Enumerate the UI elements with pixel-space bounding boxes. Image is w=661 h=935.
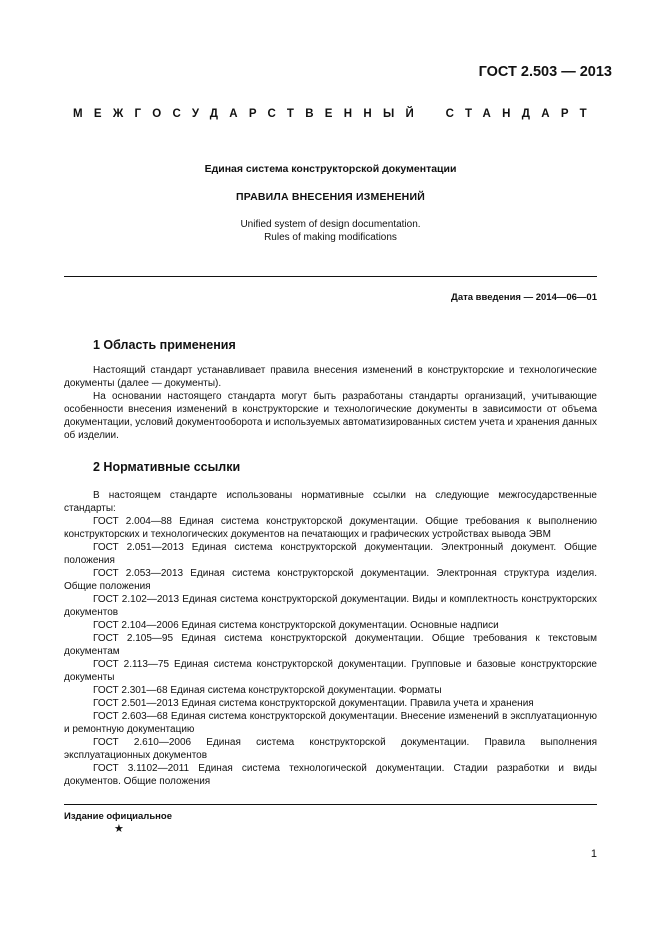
normative-reference: ГОСТ 3.1102—2011 Единая система технологической документации. Стадии разработки и виды документов. Общие положения	[64, 763, 597, 787]
introduction-date: Дата введения — 2014—06—01	[451, 292, 597, 303]
normative-reference: ГОСТ 2.501—2013 Единая система конструкторской документации. Правила учета и хранения	[93, 698, 534, 709]
normative-reference: ГОСТ 2.104—2006 Единая система конструкторской документации. Основные надписи	[93, 620, 499, 631]
section-1-paragraph: На основании настоящего стандарта могут быть разработаны стандарты организаций, учитывающие особенности внесения изменений в конструкторские и технологические документы в зависимости от объема документации, условий документооборота и используемых автоматизированных систем учета и хранения данных об изделии.	[64, 391, 597, 441]
normative-reference: ГОСТ 2.102—2013 Единая система конструкторской документации. Виды и комплектность конструкторских документов	[64, 594, 597, 618]
section-1-body	[64, 364, 597, 442]
banner-word-standard: СТАНДАРТ	[445, 108, 598, 120]
section-2-intro: В настоящем стандарте использованы нормативные ссылки на следующие межгосударственные стандарты:	[64, 490, 597, 514]
normative-reference: ГОСТ 2.105—95 Единая система конструкторской документации. Общие требования к текстовым документам	[64, 633, 597, 657]
standard-type-banner	[73, 108, 598, 120]
standard-id: ГОСТ 2.503 — 2013	[478, 64, 612, 80]
normative-reference: ГОСТ 2.053—2013 Единая система конструкторской документации. Электронная структура изделия. Общие положения	[64, 568, 597, 592]
normative-reference: ГОСТ 2.610—2006 Единая система конструкторской документации. Правила выполнения эксплуатационных документов	[64, 737, 597, 761]
normative-reference: ГОСТ 2.004—88 Единая система конструкторской документации. Общие требования к выполнению конструкторских и технологических документов на печатающих и графических устройствах вывода ЭВМ	[64, 516, 597, 540]
section-2-body	[64, 489, 597, 788]
normative-reference: ГОСТ 2.113—75 Единая система конструкторской документации. Групповые и базовые конструкторские документы	[64, 659, 597, 683]
section-2-heading: 2 Нормативные ссылки	[93, 460, 241, 474]
english-title-line2: Rules of making modifications	[264, 232, 397, 243]
english-title	[0, 218, 661, 244]
normative-reference: ГОСТ 2.051—2013 Единая система конструкторской документации. Электронный документ. Общие положения	[64, 542, 597, 566]
normative-reference: ГОСТ 2.603—68 Единая система конструкторской документации. Внесение изменений в эксплуатационную и ремонтную документацию	[64, 711, 597, 735]
bottom-divider	[64, 804, 597, 805]
normative-reference: ГОСТ 2.301—68 Единая система конструкторской документации. Форматы	[93, 685, 442, 696]
system-title: Единая система конструкторской документации	[204, 163, 457, 175]
english-title-line1: Unified system of design documentation.	[240, 219, 421, 230]
star-icon: ★	[114, 823, 124, 835]
page-number: 1	[590, 848, 597, 860]
section-1-heading: 1 Область применения	[93, 338, 236, 352]
document-title: ПРАВИЛА ВНЕСЕНИЯ ИЗМЕНЕНИЙ	[236, 191, 425, 203]
section-1-paragraph: Настоящий стандарт устанавливает правила внесения изменений в конструкторские и технологические документы (далее — документы).	[64, 365, 597, 389]
top-divider	[64, 276, 597, 277]
official-edition-label: Издание официальное	[64, 811, 172, 822]
banner-word-interstate: МЕЖГОСУДАРСТВЕННЫЙ	[73, 108, 426, 120]
